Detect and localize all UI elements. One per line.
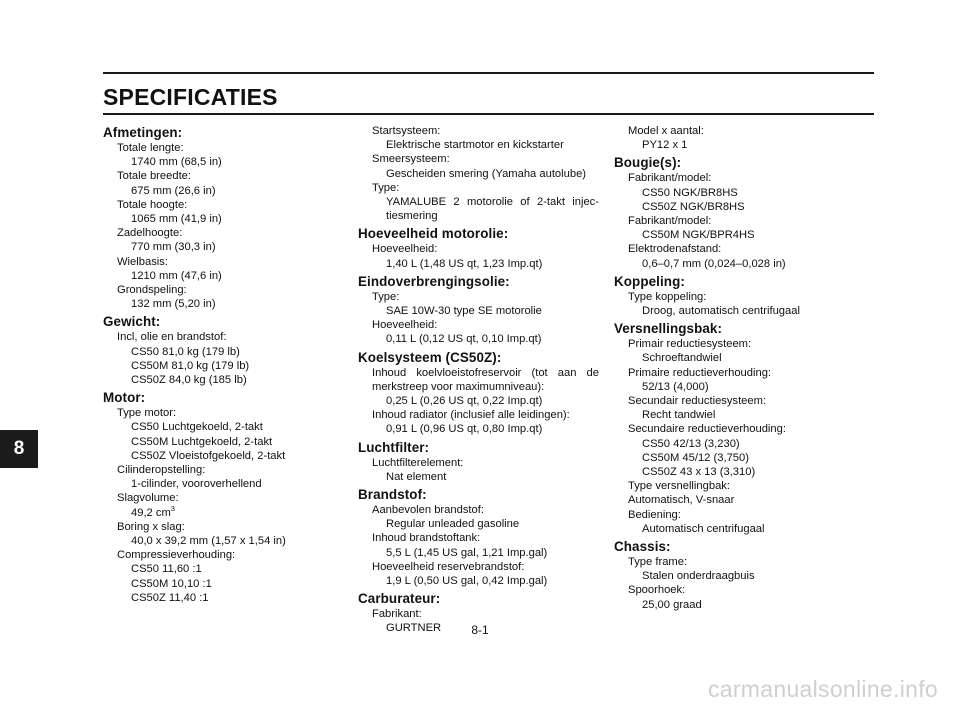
spec-label: Zadelhoogte: <box>117 227 183 240</box>
spec-label: Secundair reductiesysteem: <box>628 395 767 408</box>
section-heading-koelsysteem: Koelsysteem (CS50Z): <box>358 349 502 365</box>
spec-value: 0,6–0,7 mm (0,024–0,028 in) <box>642 257 786 270</box>
spec-value: Regular unleaded gasoline <box>386 518 520 531</box>
spec-value: 1,40 L (1,48 US qt, 1,23 Imp.qt) <box>386 257 543 270</box>
spec-value: CS50 42/13 (3,230) <box>642 437 740 450</box>
section-heading-versnellingsbak: Versnellingsbak: <box>614 321 723 337</box>
top-rule <box>103 72 874 74</box>
spec-value: Gescheiden smering (Yamaha autolube) <box>386 167 587 180</box>
spec-value: 0,25 L (0,26 US qt, 0,22 Imp.qt) <box>386 395 543 408</box>
section-heading-gewicht: Gewicht: <box>103 314 161 330</box>
section-heading-brandstof: Brandstof: <box>358 487 427 503</box>
spec-value: Recht tandwiel <box>642 409 716 422</box>
section-heading-carburateur: Carburateur: <box>358 591 441 607</box>
spec-value: Automatisch centrifugaal <box>642 522 765 535</box>
spec-value: Automatisch, V-snaar <box>628 494 735 507</box>
superscript-3: 3 <box>170 503 175 513</box>
spec-label: Luchtfilterelement: <box>372 456 464 469</box>
spec-label: Smeersysteem: <box>372 153 450 166</box>
spec-label: Elektrodenafstand: <box>628 243 722 256</box>
spec-value: 1065 mm (41,9 in) <box>131 213 222 226</box>
spec-value: 1740 mm (68,5 in) <box>131 156 222 169</box>
section-heading-luchtfilter: Luchtfilter: <box>358 439 430 455</box>
spec-label: Type frame: <box>628 556 688 569</box>
spec-label: Hoeveelheid: <box>372 319 438 332</box>
spec-value: CS50Z 84,0 kg (185 lb) <box>131 374 247 387</box>
spec-label: Primair reductiesysteem: <box>628 338 752 351</box>
spec-label: Inhoud brandstoftank: <box>372 532 481 545</box>
spec-label: Wielbasis: <box>117 255 168 268</box>
spec-label: Type motor: <box>117 407 177 420</box>
spec-value: 5,5 L (1,45 US gal, 1,21 Imp.gal) <box>386 546 548 559</box>
spec-value: CS50 NGK/BR8HS <box>642 186 738 199</box>
spec-label: Cilinderopstelling: <box>117 464 206 477</box>
spec-label: Type versnellingbak: <box>628 480 730 493</box>
spec-label: Inhoud koelvloeistofreservoir (tot aan de <box>372 366 599 379</box>
spec-label: Hoeveelheid reservebrandstof: <box>372 560 525 573</box>
section-heading-motor: Motor: <box>103 390 146 406</box>
spec-value: 770 mm (30,3 in) <box>131 241 216 254</box>
spec-value: CS50M 45/12 (3,750) <box>642 451 749 464</box>
spec-label: Incl, olie en brandstof: <box>117 331 227 344</box>
spec-value: CS50M NGK/BPR4HS <box>642 229 755 242</box>
column-1 <box>103 124 333 605</box>
spec-value: Schroeftandwiel <box>642 352 722 365</box>
spec-value: GURTNER <box>386 622 442 635</box>
page-number: 8-1 <box>471 623 489 637</box>
spec-label: Inhoud radiator (inclusief alle leidingen): <box>372 409 570 422</box>
spec-value: CS50M Luchtgekoeld, 2-takt <box>131 435 273 448</box>
spec-value: CS50M 81,0 kg (179 lb) <box>131 359 250 372</box>
spec-label: Boring x slag: <box>117 520 185 533</box>
spec-value: Nat element <box>386 470 447 483</box>
spec-value: YAMALUBE 2 motorolie of 2-takt injec- <box>386 196 599 209</box>
spec-label: Compressieverhouding: <box>117 549 236 562</box>
section-heading-bougie: Bougie(s): <box>614 155 682 171</box>
spec-label: Startsysteem: <box>372 125 441 137</box>
spec-label: Primaire reductieverhouding: <box>628 366 772 379</box>
spec-label: Totale lengte: <box>117 142 184 154</box>
spec-label: Secundaire reductieverhouding: <box>628 423 786 436</box>
spec-label: Fabrikant: <box>372 608 422 621</box>
spec-value: PY12 x 1 <box>642 139 688 152</box>
spec-label: Type: <box>372 290 400 303</box>
spec-value: CS50 81,0 kg (179 lb) <box>131 345 240 358</box>
spec-label: Model x aantal: <box>628 125 704 137</box>
spec-value: CS50Z Vloeistofgekoeld, 2-takt <box>131 449 286 462</box>
spec-value: tiesmering <box>386 210 438 223</box>
spec-value: 1210 mm (47,6 in) <box>131 269 222 282</box>
spec-value: CS50Z 11,40 :1 <box>131 591 209 604</box>
spec-value: CS50 Luchtgekoeld, 2-takt <box>131 421 263 434</box>
watermark: carmanualsonline.info <box>707 676 938 702</box>
spec-value: Elektrische startmotor en kickstarter <box>386 139 564 152</box>
spec-label: Fabrikant/model: <box>628 172 712 185</box>
spec-value <box>103 503 333 520</box>
section-heading-koppeling: Koppeling: <box>614 273 685 289</box>
spec-value: CS50Z 43 x 13 (3,310) <box>642 466 756 479</box>
spec-value: 675 mm (26,6 in) <box>131 184 216 197</box>
spec-value: 0,91 L (0,96 US qt, 0,80 Imp.qt) <box>386 423 543 436</box>
spec-label: Spoorhoek: <box>628 584 686 597</box>
spec-value: 1-cilinder, vooroverhellend <box>131 478 262 491</box>
spec-value: SAE 10W-30 type SE motorolie <box>386 305 542 318</box>
section-heading-hoeveelheid-motorolie: Hoeveelheid motorolie: <box>358 226 509 242</box>
spec-label: Slagvolume: <box>117 492 179 505</box>
page-title: SPECIFICATIES <box>103 84 278 110</box>
spec-label: Totale hoogte: <box>117 198 188 211</box>
section-heading-chassis: Chassis: <box>614 539 671 555</box>
spec-value: CS50M 10,10 :1 <box>131 577 212 590</box>
title-underline <box>103 113 874 115</box>
section-heading-afmetingen: Afmetingen: <box>103 125 183 140</box>
spec-label: Fabrikant/model: <box>628 215 712 228</box>
chapter-tab: 8 <box>0 430 38 468</box>
spec-value: CS50Z NGK/BR8HS <box>642 200 745 213</box>
spec-value: 132 mm (5,20 in) <box>131 298 216 311</box>
spec-value: CS50 11,60 :1 <box>131 563 202 576</box>
column-3 <box>614 124 864 612</box>
spec-label: Type koppeling: <box>628 290 707 303</box>
spec-label: Hoeveelheid: <box>372 243 438 256</box>
column-2 <box>358 124 599 636</box>
spec-value: 0,11 L (0,12 US qt, 0,10 Imp.qt) <box>386 333 542 346</box>
spec-value: Stalen onderdraagbuis <box>642 570 755 583</box>
spec-value: 52/13 (4,000) <box>642 380 709 393</box>
spec-label: merkstreep voor maximumniveau): <box>372 380 545 393</box>
spec-value: 40,0 x 39,2 mm (1,57 x 1,54 in) <box>131 535 286 548</box>
section-heading-eindoverbrengingsolie: Eindoverbrengingsolie: <box>358 273 510 289</box>
spec-value: Droog, automatisch centrifugaal <box>642 305 800 318</box>
spec-label: Grondspeling: <box>117 284 187 297</box>
spec-label: Type: <box>372 181 400 194</box>
spec-value: 25,00 graad <box>642 598 702 611</box>
spec-label: Totale breedte: <box>117 170 192 183</box>
spec-label: Bediening: <box>628 508 681 521</box>
spec-label: Aanbevolen brandstof: <box>372 504 484 517</box>
spec-value: 1,9 L (0,50 US gal, 0,42 Imp.gal) <box>386 575 548 588</box>
displacement-value: 49,2 cm <box>131 506 171 519</box>
